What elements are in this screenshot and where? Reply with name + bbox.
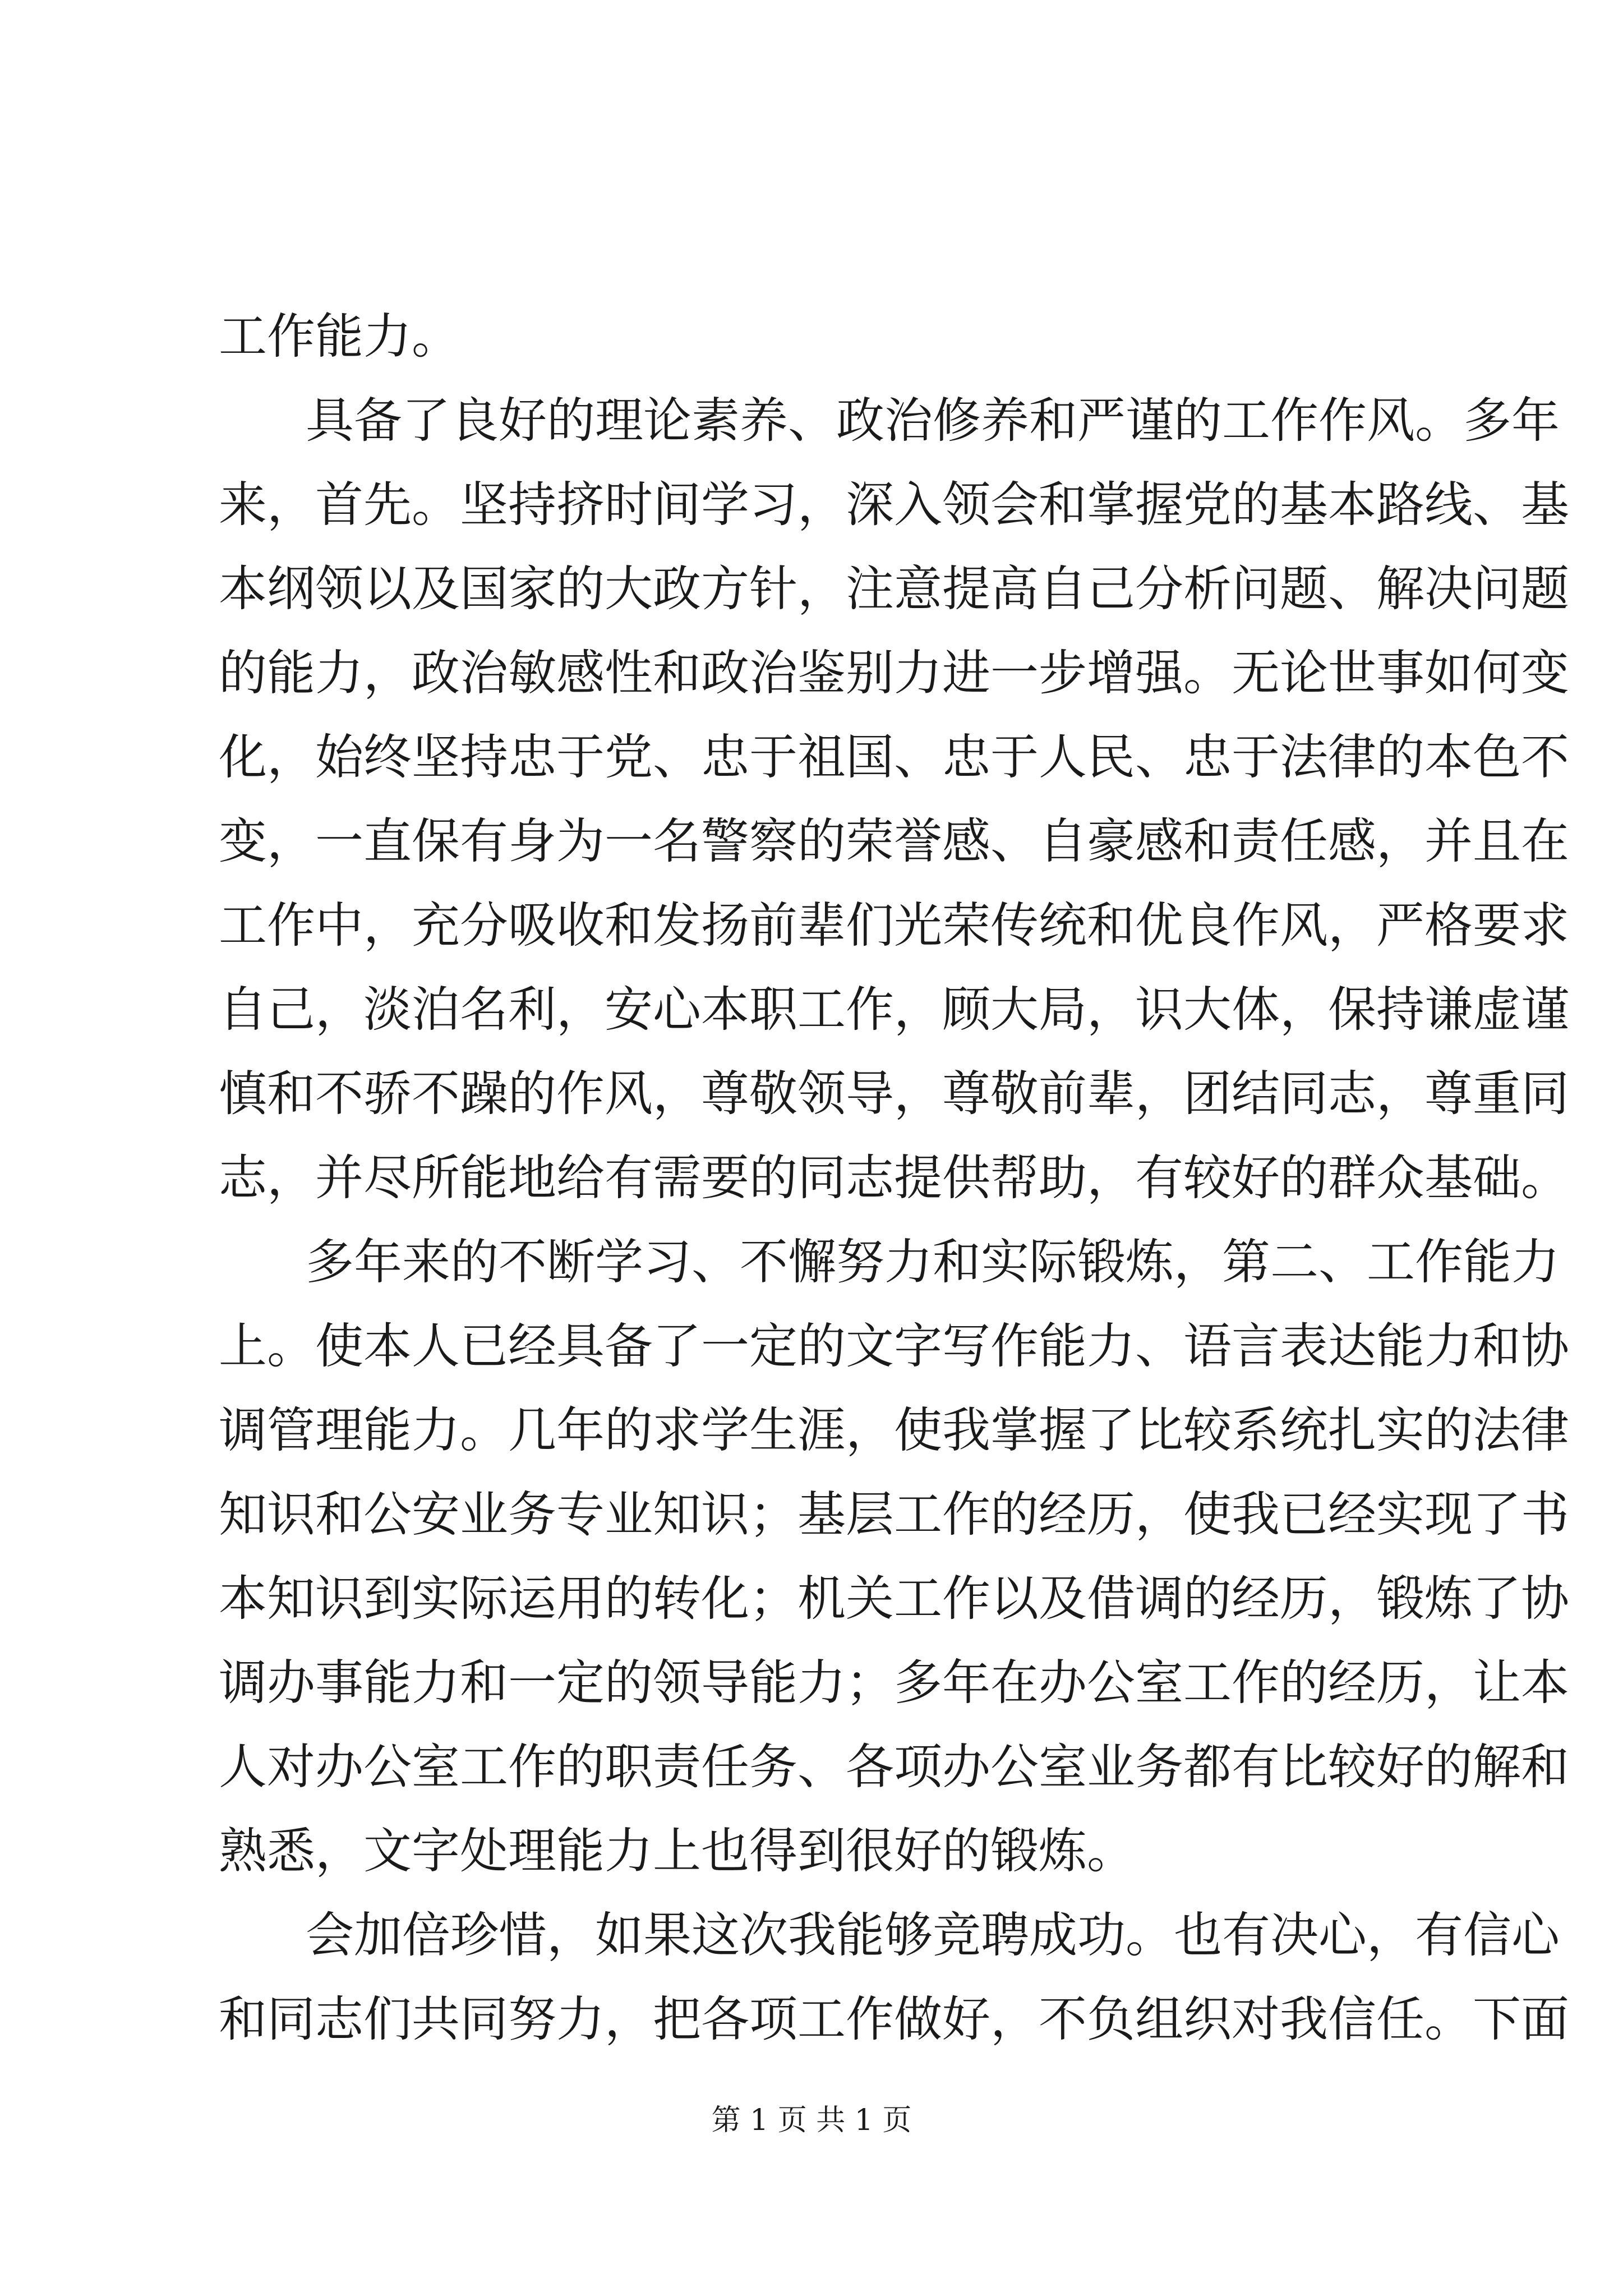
text-line: 本知识到实际运用的转化；机关工作以及借调的经历，锻炼了协 xyxy=(219,1571,1569,1627)
paragraph-first-line: 多年来的不断学习、不懈努力和实际锻炼，第二、工作能力 xyxy=(306,1234,1560,1290)
paragraph-first-line: 会加倍珍惜，如果这次我能够竞聘成功。也有决心，有信心 xyxy=(306,1907,1560,1963)
text-line: 熟悉，文字处理能力上也得到很好的锻炼。 xyxy=(219,1823,1135,1879)
text-line: 上。使本人已经具备了一定的文字写作能力、语言表达能力和协 xyxy=(219,1318,1569,1374)
text-line: 自己，淡泊名利，安心本职工作，顾大局，识大体，保持谦虚谨 xyxy=(219,982,1569,1038)
paragraph-first-line: 具备了良好的理论素养、政治修养和严谨的工作作风。多年 xyxy=(306,393,1560,449)
text-line: 来，首先。坚持挤时间学习，深入领会和掌握党的基本路线、基 xyxy=(219,477,1569,533)
text-line: 志，并尽所能地给有需要的同志提供帮助，有较好的群众基础。 xyxy=(219,1150,1569,1206)
text-line: 慎和不骄不躁的作风，尊敬领导，尊敬前辈，团结同志，尊重同 xyxy=(219,1066,1569,1122)
text-line: 的能力，政治敏感性和政治鉴别力进一步增强。无论世事如何变 xyxy=(219,645,1569,701)
text-line: 调办事能力和一定的领导能力；多年在办公室工作的经历，让本 xyxy=(219,1655,1569,1711)
page-number-footer: 第 1 页 共 1 页 xyxy=(711,2104,912,2137)
text-line: 调管理能力。几年的求学生涯，使我掌握了比较系统扎实的法律 xyxy=(219,1402,1569,1458)
text-line: 人对办公室工作的职责任务、各项办公室业务都有比较好的解和 xyxy=(219,1739,1569,1795)
text-line: 变，一直保有身为一名警察的荣誉感、自豪感和责任感，并且在 xyxy=(219,813,1569,869)
text-line: 本纲领以及国家的大政方针，注意提高自己分析问题、解决问题 xyxy=(219,561,1569,617)
text-line: 化，始终坚持忠于党、忠于祖国、忠于人民、忠于法律的本色不 xyxy=(219,729,1569,785)
text-line: 和同志们共同努力，把各项工作做好，不负组织对我信任。下面 xyxy=(219,1991,1569,2047)
text-line: 工作能力。 xyxy=(219,309,460,365)
text-line: 工作中，充分吸收和发扬前辈们光荣传统和优良作风，严格要求 xyxy=(219,898,1569,954)
text-line: 知识和公安业务专业知识；基层工作的经历，使我已经实现了书 xyxy=(219,1487,1569,1543)
